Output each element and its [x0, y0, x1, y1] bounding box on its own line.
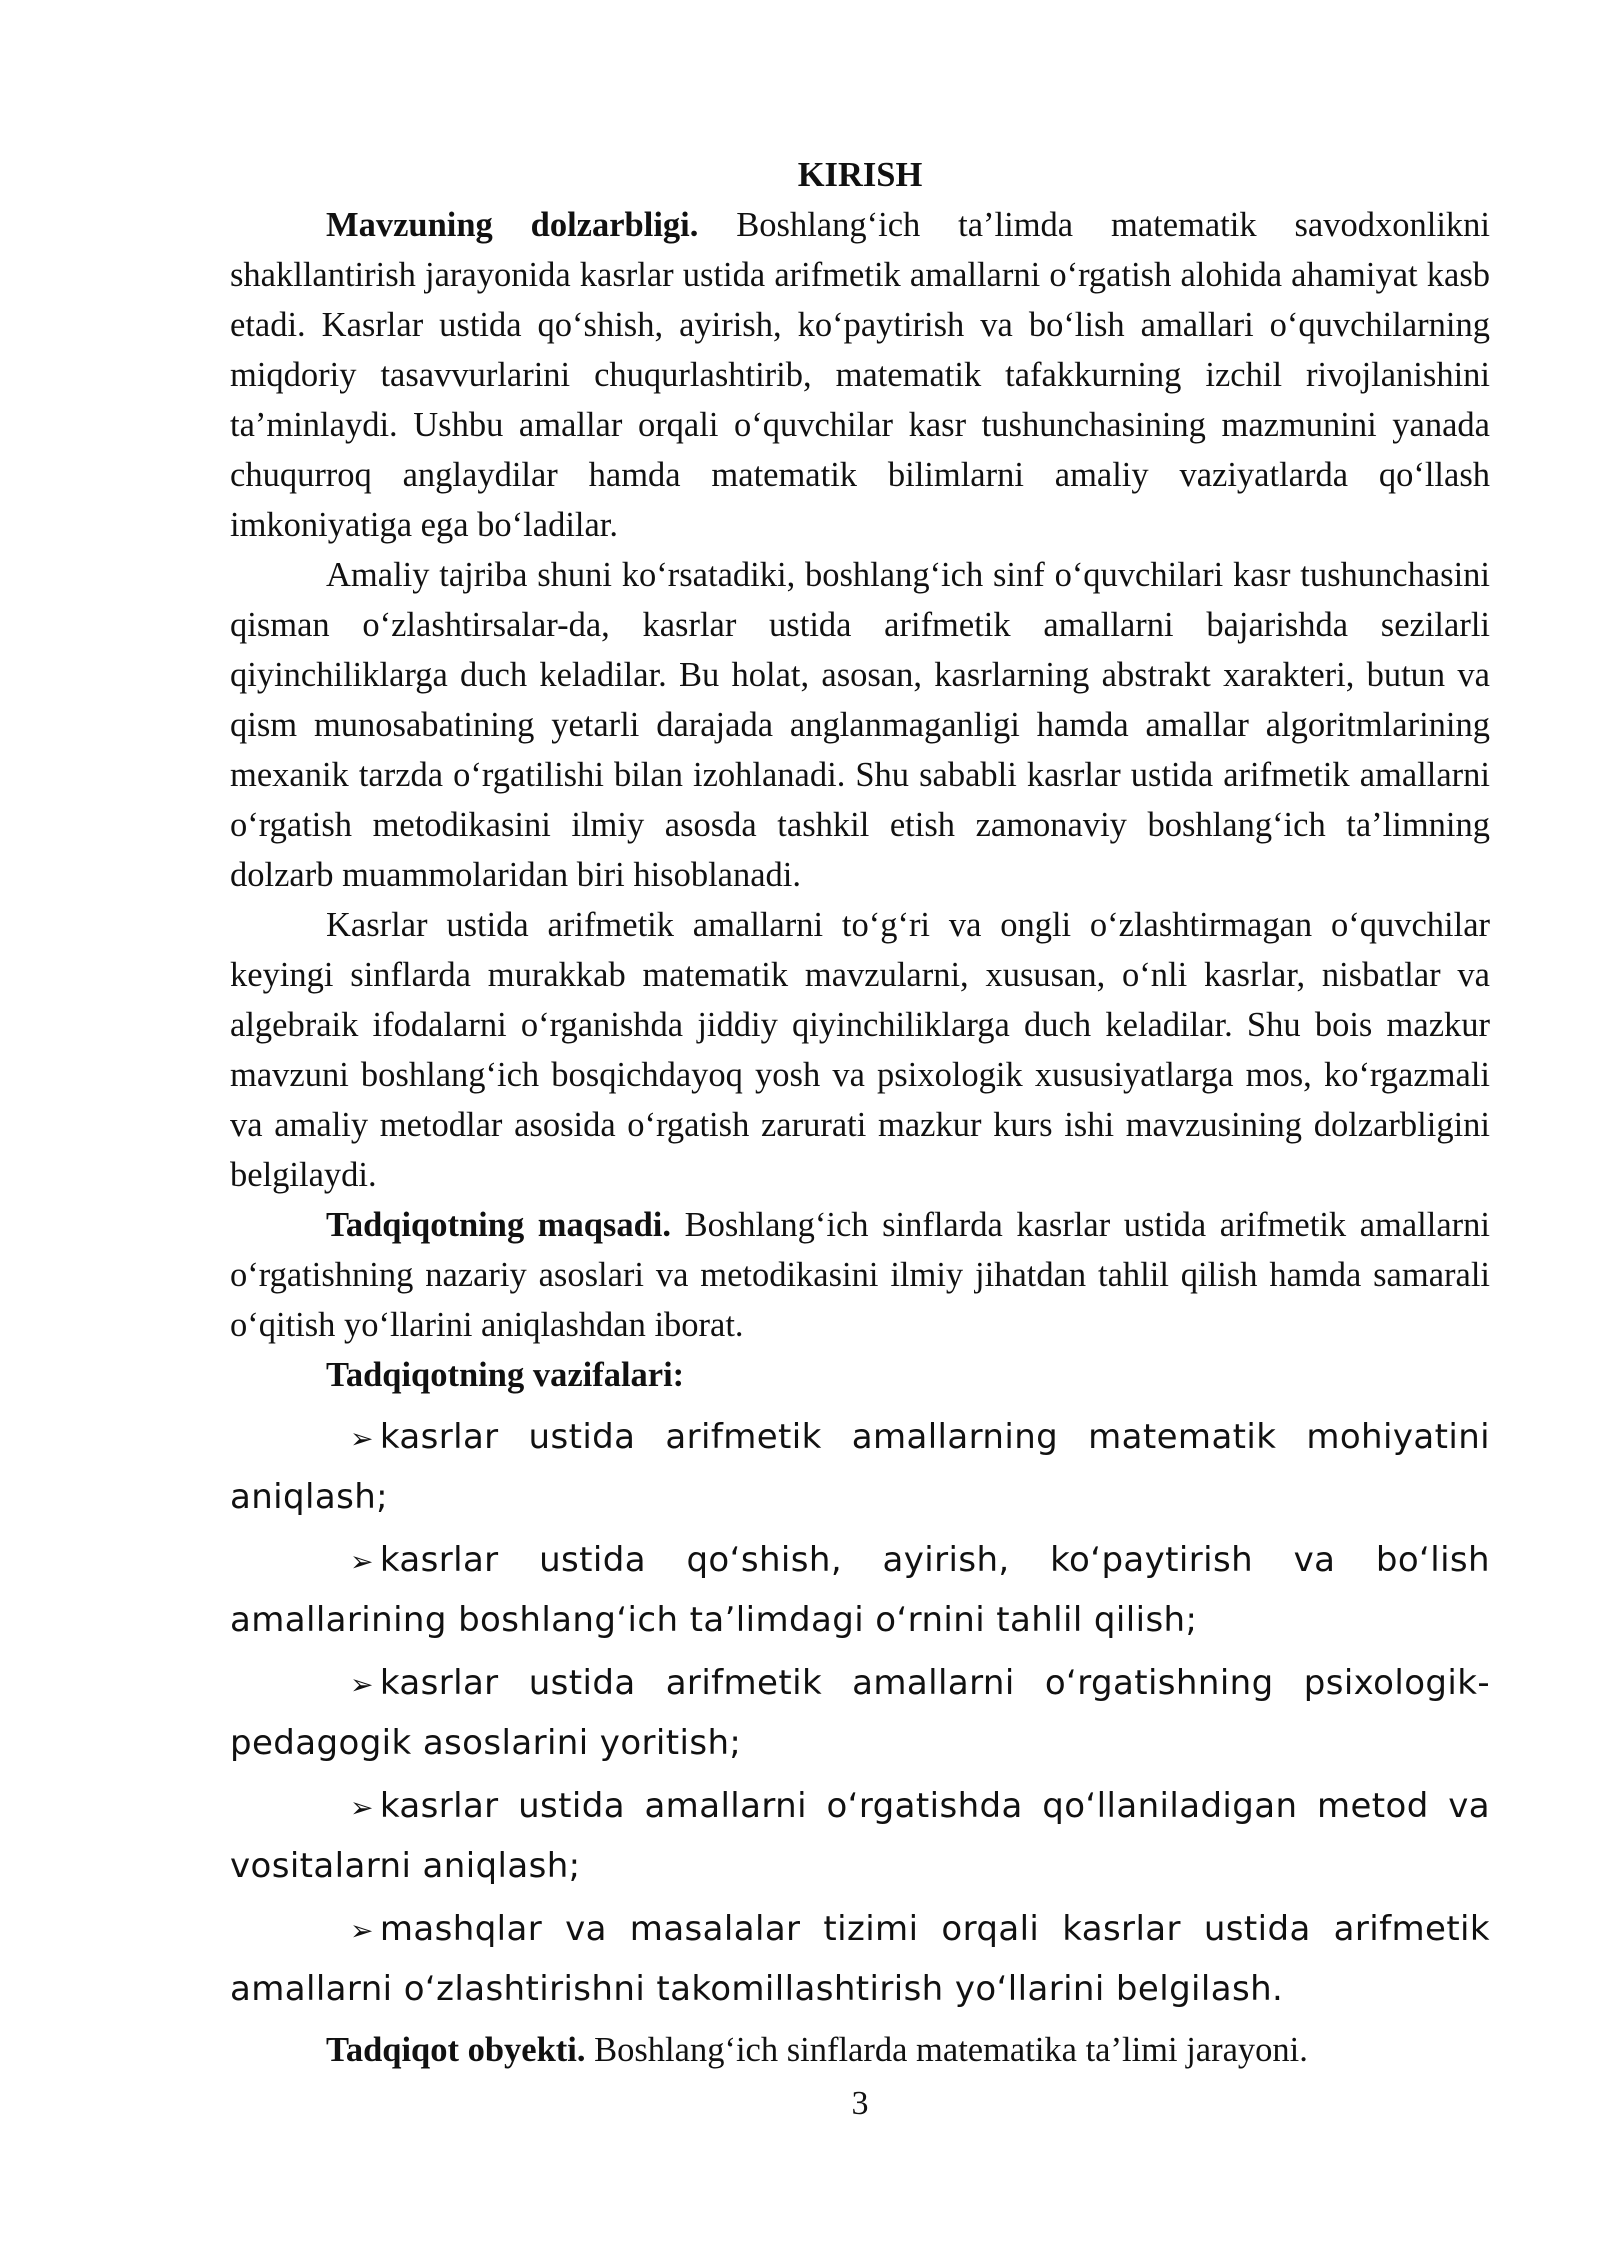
task-item-1 [230, 1408, 1490, 1527]
task-item-2 [230, 1531, 1490, 1650]
document-page [230, 150, 1490, 2075]
page-number: 3 [851, 2085, 869, 2122]
arrow-bullet-icon: ➢ [350, 1791, 374, 1824]
task-text: mashqlar va masalalar tizimi orqali kasrlar ustida arifmetik amallarni o‘zlashtirishni takomillashtirish yo‘llarini belgilash. [230, 1909, 1490, 2009]
task-item-4 [230, 1777, 1490, 1896]
relevance-paragraph [230, 200, 1490, 550]
tasks-heading: Tadqiqotning vazifalari: [326, 1356, 685, 1394]
task-text: kasrlar ustida amallarni o‘rgatishda qo‘llaniladigan metod va vositalarni aniqlash; [230, 1786, 1490, 1886]
goal-text: Boshlang‘ich sinflarda kasrlar ustida arifmetik amallarni o‘rgatishning nazariy asoslari va metodikasini ilmiy jihatdan tahlil qilish hamda samarali o‘qitish yo‘llarini aniqlashdan iborat. [230, 1206, 1490, 1344]
task-text: kasrlar ustida qo‘shish, ayirish, ko‘paytirish va bo‘lish amallarining boshlang‘ich ta’limdagi o‘rnini tahlil qilish; [230, 1540, 1490, 1640]
section-title: KIRISH [797, 156, 923, 194]
task-text: kasrlar ustida arifmetik amallarni o‘rgatishning psixologik-pedagogik asoslarini yoritish; [230, 1663, 1490, 1763]
paragraph-3: Kasrlar ustida arifmetik amallarni to‘g‘ri va ongli o‘zlashtirmagan o‘quvchilar keyingi sinflarda murakkab matematik mavzularni, xususan, o‘nli kasrlar, nisbatlar va algebraik ifodalarni o‘rganishda jiddiy qiyinchiliklarga duch keladilar. Shu bois mazkur mavzuni boshlang‘ich bosqichdayoq yosh va psixologik xususiyatlarga mos, ko‘rgazmali va amaliy metodlar asosida o‘rgatish zarurati mazkur kurs ishi mavzusining dolzarbligini belgilaydi. [230, 906, 1490, 1194]
object-paragraph [230, 2025, 1490, 2075]
relevance-text: Boshlang‘ich ta’limda matematik savodxonlikni shakllantirish jarayonida kasrlar ustida arifmetik amallarni o‘rgatish alohida ahamiyat kasb etadi. Kasrlar ustida qo‘shish, ayirish, ko‘paytirish va bo‘lish amallari o‘quvchilarning miqdoriy tasavvurlarini chuqurlashtirib, matematik tafakkurning izchil rivojlanishini ta’minlaydi. Ushbu amallar orqali o‘quvchilar kasr tushunchasining mazmunini yanada chuqurroq anglaydilar hamda matematik bilimlarni amaliy vaziyatlarda qo‘llash imkoniyatiga ega bo‘ladilar. [230, 206, 1490, 544]
object-text: Boshlang‘ich sinflarda matematika ta’limi jarayoni. [594, 2031, 1308, 2069]
task-item-3 [230, 1654, 1490, 1773]
goal-paragraph [230, 1200, 1490, 1350]
tasks-list [230, 1408, 1490, 2019]
arrow-bullet-icon: ➢ [350, 1545, 374, 1578]
paragraph-2: Amaliy tajriba shuni ko‘rsatadiki, boshlang‘ich sinf o‘quvchilari kasr tushunchasini qisman o‘zlashtirsalar-da, kasrlar ustida arifmetik amallarni bajarishda sezilarli qiyinchiliklarga duch keladilar. Bu holat, asosan, kasrlarning abstrakt xarakteri, butun va qism munosabatining yetarli darajada anglanmaganligi hamda amallar algoritmlarining mexanik tarzda o‘rgatilishi bilan izohlanadi. Shu sababli kasrlar ustida arifmetik amallarni o‘rgatish metodikasini ilmiy asosda tashkil etish zamonaviy boshlang‘ich ta’limning dolzarb muammolaridan biri hisoblanadi. [230, 556, 1490, 894]
goal-heading: Tadqiqotning maqsadi. [326, 1206, 671, 1244]
arrow-bullet-icon: ➢ [350, 1422, 374, 1455]
object-heading: Tadqiqot obyekti. [326, 2031, 586, 2069]
task-text: kasrlar ustida arifmetik amallarning matematik mohiyatini aniqlash; [230, 1417, 1490, 1517]
relevance-heading: Mavzuning dolzarbligi. [326, 206, 699, 244]
arrow-bullet-icon: ➢ [350, 1668, 374, 1701]
arrow-bullet-icon: ➢ [350, 1914, 374, 1947]
task-item-5 [230, 1900, 1490, 2019]
